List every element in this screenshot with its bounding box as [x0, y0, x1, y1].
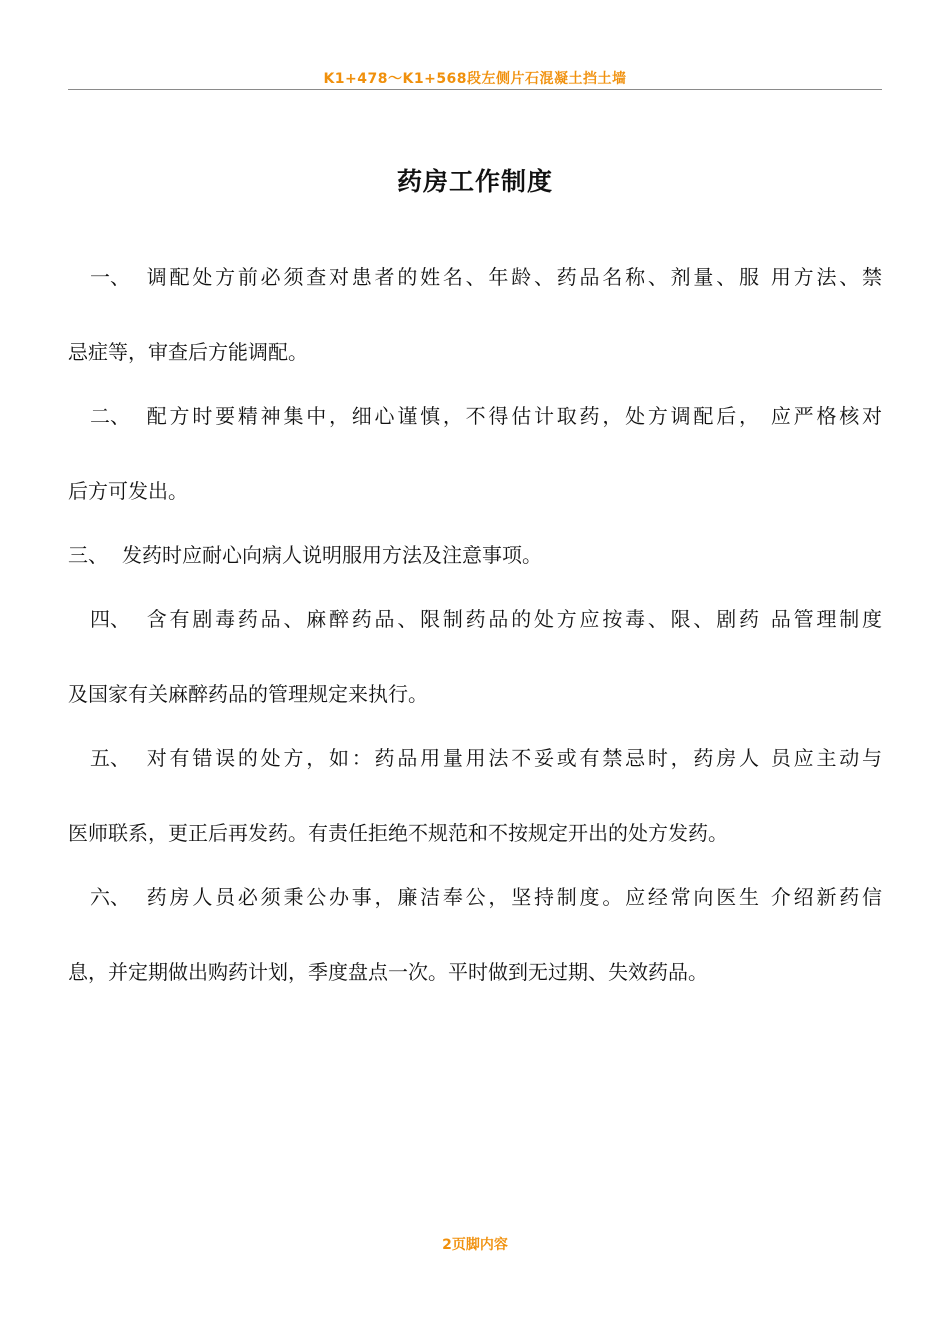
item-number: 四、: [90, 607, 130, 631]
item-number: 二、: [90, 404, 130, 428]
document-title: 药房工作制度: [396, 167, 553, 196]
item-number: 一、: [90, 265, 130, 289]
item-text: 药房人员必须秉公办事，廉洁奉公，坚持制度。应经常向医生 介绍新药信: [144, 885, 882, 909]
paragraph-line: 息，并定期做出购药计划，季度盘点一次。平时做到无过期、失效药品。: [68, 960, 708, 984]
item-number: 五、: [90, 746, 130, 770]
paragraph-line: [68, 541, 542, 569]
page-header: K1+478～K1+568段左侧片石混凝土挡土墙: [323, 71, 627, 87]
item-text: 配方时要精神集中，细心谨慎，不得估计取药，处方调配后， 应严格核对: [144, 404, 882, 428]
page-footer: 2页脚内容: [442, 1237, 508, 1253]
item-text: 调配处方前必须查对患者的姓名、年龄、药品名称、剂量、服 用方法、禁: [144, 265, 882, 289]
paragraph-line: [68, 883, 882, 911]
header-divider: [68, 89, 882, 90]
paragraph-line: 后方可发出。: [68, 479, 188, 503]
paragraph-line: [68, 402, 882, 430]
paragraph-line: [68, 605, 882, 633]
paragraph-line: 及国家有关麻醉药品的管理规定来执行。: [68, 682, 428, 706]
item-text: 含有剧毒药品、麻醉药品、限制药品的处方应按毒、限、剧药 品管理制度: [144, 607, 882, 631]
item-number: 六、: [90, 885, 130, 909]
paragraph-line: 忌症等，审查后方能调配。: [68, 340, 308, 364]
item-text: 发药时应耐心向病人说明服用方法及注意事项。: [122, 543, 542, 567]
paragraph-line: 医师联系，更正后再发药。有责任拒绝不规范和不按规定开出的处方发药。: [68, 821, 728, 845]
item-number: 三、: [68, 543, 108, 567]
paragraph-line: [68, 744, 882, 772]
item-text: 对有错误的处方，如：药品用量用法不妥或有禁忌时，药房人 员应主动与: [144, 746, 882, 770]
paragraph-line: [68, 263, 882, 291]
